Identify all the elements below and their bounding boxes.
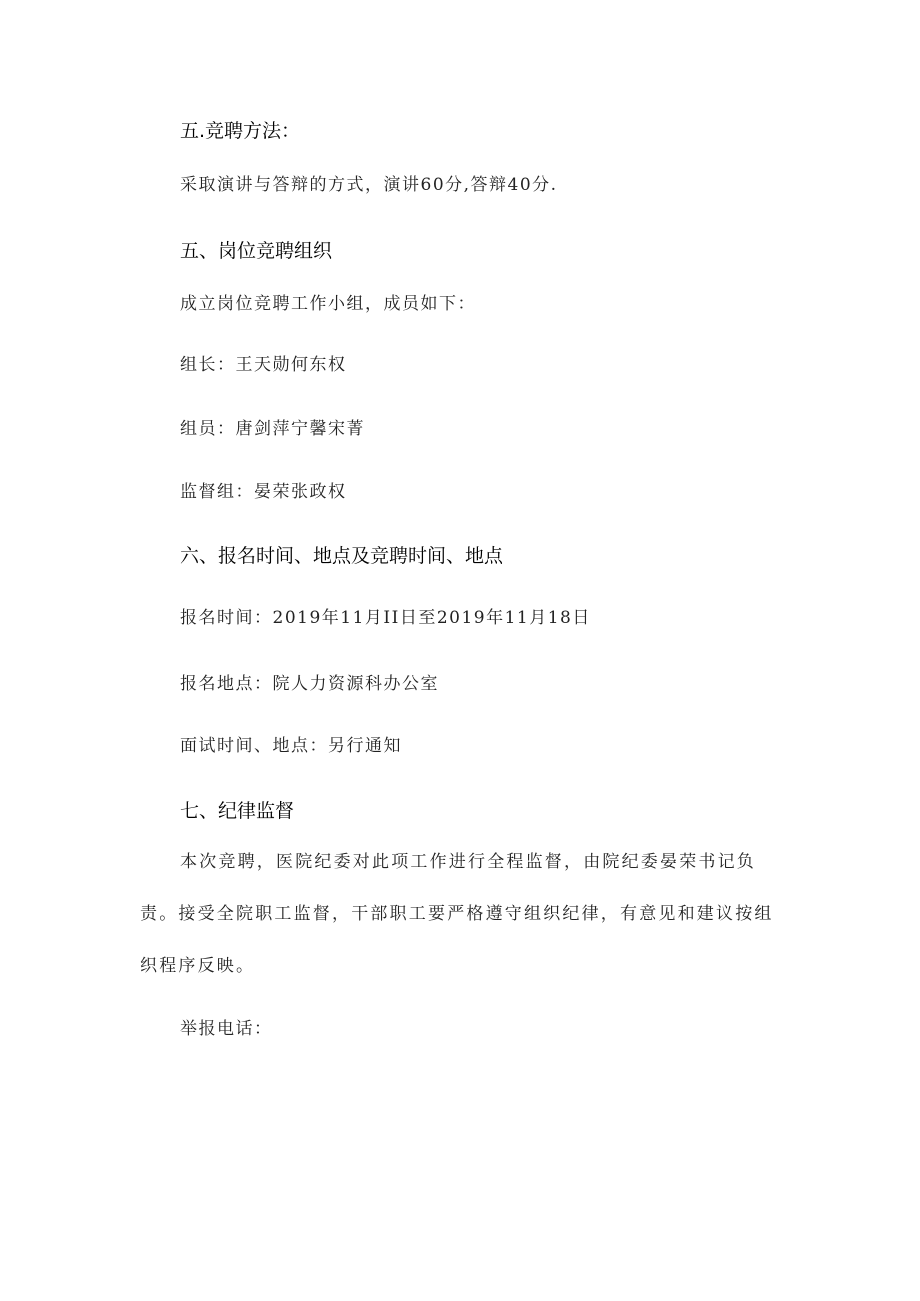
members-line: 组员：唐剑萍宁馨宋菁 xyxy=(180,419,365,439)
supervisor-line: 监督组：晏荣张政权 xyxy=(180,482,347,502)
method-description: 采取演讲与答辩的方式，演讲60分,答辩40分. xyxy=(180,175,558,195)
interview-line: 面试时间、地点：另行通知 xyxy=(180,736,402,756)
leader-line: 组长：王天勋何东权 xyxy=(180,355,347,375)
report-phone-line: 举报电话： xyxy=(180,1019,273,1039)
discipline-paragraph: 本次竞聘，医院纪委对此项工作进行全程监督，由院纪委晏荣书记负责。接受全院职工监督，干部职工要严格遵守组织纪律，有意见和建议按组织程序反映。 xyxy=(140,852,774,976)
signup-time-line: 报名时间：2019年11月II日至2019年11月18日 xyxy=(180,608,591,628)
organization-intro: 成立岗位竞聘工作小组，成员如下： xyxy=(180,294,476,314)
section-heading-organization: 五、岗位竞聘组织 xyxy=(180,240,333,262)
section-heading-time-place: 六、报名时间、地点及竞聘时间、地点 xyxy=(180,545,504,567)
signup-place-line: 报名地点：院人力资源科办公室 xyxy=(180,674,439,694)
section-heading-discipline: 七、纪律监督 xyxy=(180,800,295,822)
section-heading-method: 五.竞聘方法： xyxy=(180,120,301,142)
